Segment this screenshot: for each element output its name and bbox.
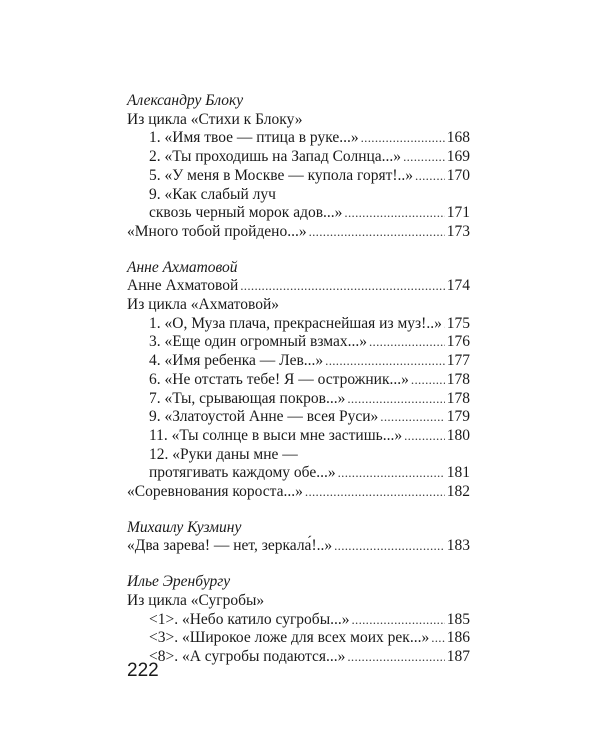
toc-entry[interactable] (127, 129, 470, 148)
leader-dots (334, 537, 445, 556)
toc-entry[interactable] (127, 277, 470, 296)
leader-dots (444, 315, 445, 334)
entry-page: 179 (446, 408, 470, 426)
entry-page: 183 (446, 537, 470, 555)
section-title: Анне Ахматовой (127, 258, 238, 276)
entry-page: 174 (446, 277, 470, 295)
toc-entry[interactable] (127, 223, 470, 242)
entry-page: 181 (446, 464, 470, 482)
entry-page: 170 (446, 166, 470, 184)
leader-dots (361, 129, 445, 148)
entry-title: 1. «Имя твое — птица в руке...» (149, 129, 359, 147)
entry-title: Анне Ахматовой (127, 277, 239, 295)
entry-title-first-line: 12. «Руки даны мне — (149, 445, 298, 463)
entry-title: 5. «У меня в Москве — купола горят!..» (149, 166, 414, 184)
toc-entry[interactable] (127, 204, 470, 223)
toc-entry[interactable] (127, 408, 470, 427)
section-title: Илье Эренбургу (127, 573, 231, 591)
toc-entry[interactable] (127, 167, 470, 186)
entry-title: 9. «Златоустой Анне — всея Руси» (149, 408, 379, 426)
toc-entry[interactable] (127, 315, 470, 334)
leader-dots (344, 204, 444, 223)
entry-title: 2. «Ты проходишь на Запад Солнца...» (149, 148, 402, 166)
entry-title: «Много тобой пройдено...» (127, 222, 307, 240)
entry-title: «Соревнования короста...» (127, 483, 303, 501)
cycle-title: Из цикла «Стихи к Блоку» (127, 110, 303, 128)
entry-title: <3>. «Широкое ложе для всех моих рек...» (149, 629, 430, 647)
toc-entry[interactable] (127, 390, 470, 409)
leader-dots (325, 352, 445, 371)
entry-title: сквозь черный морок адов...» (149, 204, 343, 222)
entry-title: <8>. «А сугробы подаются...» (149, 647, 346, 665)
entry-page: 186 (446, 629, 470, 647)
section-title: Александру Блоку (127, 92, 244, 109)
section-akhmatova (127, 259, 470, 502)
entry-page: 175 (446, 314, 470, 332)
entry-title: 6. «Не отстать тебе! Я — острожник...» (149, 370, 409, 388)
entry-title: «Два зарева! — нет, зеркала́!..» (127, 537, 333, 555)
leader-dots (347, 648, 444, 667)
leader-dots (380, 408, 444, 427)
toc-entry[interactable] (127, 427, 470, 446)
entry-page: 173 (446, 222, 470, 240)
cycle-title: Из цикла «Ахматовой» (127, 296, 280, 314)
toc-entry[interactable] (127, 648, 470, 667)
leader-dots (240, 277, 445, 296)
table-of-contents (127, 92, 470, 684)
section-erenburg (127, 573, 470, 667)
section-kuzmin (127, 519, 470, 556)
entry-page: 169 (446, 148, 470, 166)
entry-title: 4. «Имя ребенка — Лев...» (149, 352, 324, 370)
toc-entry[interactable] (127, 464, 470, 483)
entry-title: 1. «О, Муза плача, прекраснейшая из муз!..» (149, 314, 442, 332)
entry-page: 182 (446, 483, 470, 501)
leader-dots (305, 483, 445, 502)
leader-dots (351, 611, 444, 630)
entry-page: 168 (446, 129, 470, 147)
entry-page: 180 (446, 426, 470, 444)
entry-page: 178 (446, 370, 470, 388)
entry-title: 3. «Еще один огромный взмах...» (149, 333, 367, 351)
toc-entry[interactable] (127, 537, 470, 556)
section-blok (127, 92, 470, 242)
leader-dots (347, 390, 444, 409)
entry-page: 171 (446, 204, 470, 222)
entry-title: 11. «Ты солнце в выси мне застишь...» (149, 426, 403, 444)
leader-dots (403, 148, 445, 167)
leader-dots (309, 223, 445, 242)
leader-dots (411, 371, 445, 390)
entry-page: 176 (446, 333, 470, 351)
entry-title-first-line: 9. «Как слабый луч (149, 185, 276, 203)
toc-entry[interactable] (127, 371, 470, 390)
toc-entry[interactable] (127, 483, 470, 502)
entry-page: 185 (446, 610, 470, 628)
leader-dots (431, 629, 445, 648)
entry-page: 187 (446, 647, 470, 665)
toc-entry[interactable] (127, 148, 470, 167)
toc-entry[interactable] (127, 629, 470, 648)
toc-entry[interactable] (127, 611, 470, 630)
entry-title: <1>. «Небо катило сугробы...» (149, 610, 350, 628)
leader-dots (404, 427, 445, 446)
entry-title: 7. «Ты, срывающая покров...» (149, 389, 346, 407)
page-number: 222 (127, 660, 159, 681)
cycle-title: Из цикла «Сугробы» (127, 591, 265, 609)
leader-dots (338, 464, 445, 483)
toc-entry[interactable] (127, 333, 470, 352)
entry-title: протягивать каждому обе...» (149, 464, 336, 482)
leader-dots (415, 167, 445, 186)
toc-entry[interactable] (127, 352, 470, 371)
section-title: Михаилу Кузмину (127, 518, 242, 536)
entry-page: 178 (446, 389, 470, 407)
entry-page: 177 (446, 352, 470, 370)
leader-dots (369, 333, 445, 352)
